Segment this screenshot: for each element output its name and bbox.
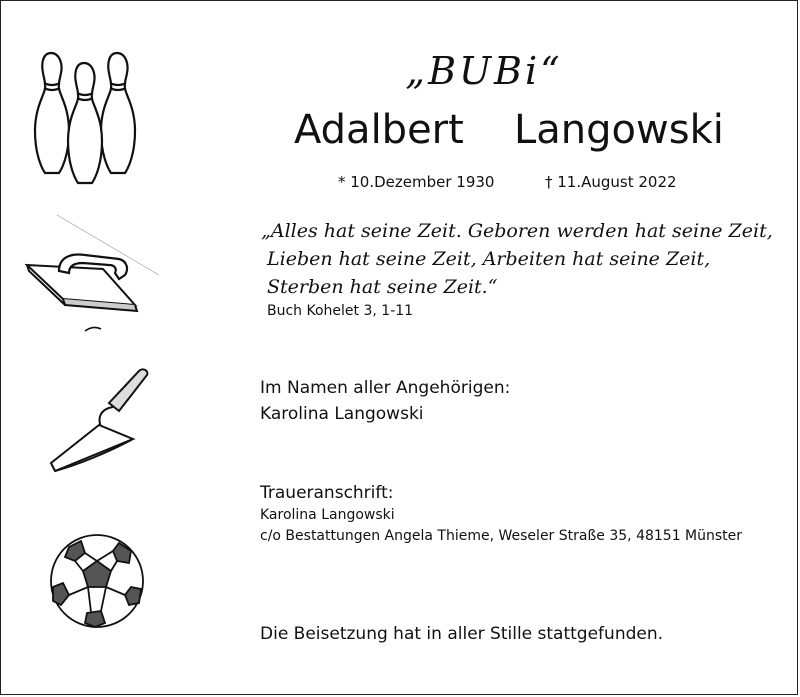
family-heading: Im Namen aller Angehörigen: bbox=[260, 378, 511, 398]
address-line: c/o Bestattungen Angela Thieme, Weseler Straße 35, 48151 Münster bbox=[260, 528, 743, 544]
address-name: Karolina Langowski bbox=[260, 507, 395, 523]
death-date: † 11.August 2022 bbox=[545, 173, 677, 191]
address-heading: Traueranschrift: bbox=[260, 483, 394, 503]
family-name: Karolina Langowski bbox=[260, 404, 424, 424]
birth-date: * 10.Dezember 1930 bbox=[338, 173, 495, 191]
soccer-ball-icon bbox=[47, 531, 147, 631]
quote-source: Buch Kohelet 3, 1-11 bbox=[267, 303, 414, 319]
nickname: „BUBi“ bbox=[405, 49, 563, 93]
quote-line-2: Lieben hat seine Zeit, Arbeiten hat seine Zeit, bbox=[267, 248, 711, 270]
trowel-icon bbox=[47, 367, 157, 477]
first-name: Adalbert bbox=[294, 107, 464, 153]
quote-line-1: „Alles hat seine Zeit. Geboren werden hat seine Zeit, bbox=[261, 220, 773, 242]
plastering-float-icon bbox=[23, 213, 163, 333]
last-name: Langowski bbox=[514, 107, 724, 153]
quote-line-3: Sterben hat seine Zeit.“ bbox=[267, 276, 498, 298]
burial-note: Die Beisetzung hat in aller Stille stattgefunden. bbox=[260, 624, 664, 644]
